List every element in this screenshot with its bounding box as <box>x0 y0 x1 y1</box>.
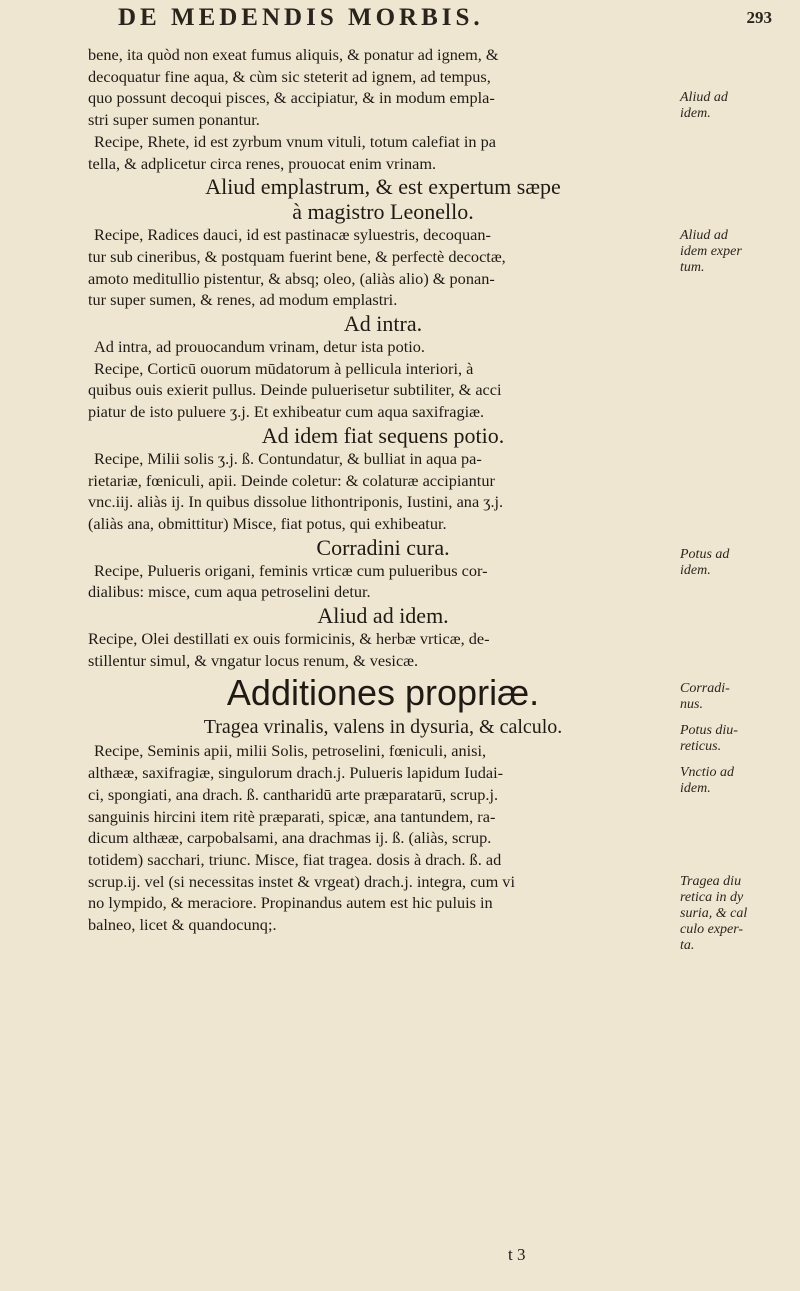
margin-note-line: culo exper- <box>680 922 744 937</box>
section-heading: Corradini cura. <box>316 534 450 560</box>
margin-note-line: idem. <box>680 563 711 578</box>
text-line: quo possunt decoqui pisces, & accipiatur, & in modum empla- <box>88 88 495 108</box>
text-line: scrup.ij. vel (si necessitas instet & vrgeat) drach.j. integra, cum vi <box>88 871 515 891</box>
text-line: sanguinis hircini item ritè præparati, spicæ, ana tantundem, ra- <box>88 806 496 826</box>
text-line: Recipe, Radices dauci, id est pastinacæ syluestris, decoquan- <box>94 225 491 245</box>
margin-note <box>680 90 795 122</box>
text-line: Recipe, Rhete, id est zyrbum vnum vituli, totum calefiat in pa <box>94 131 496 151</box>
text-line: Recipe, Corticū ouorum mūdatorum à pellicula interiori, à <box>94 358 474 378</box>
main-text-block <box>88 44 678 936</box>
margin-note <box>680 547 795 579</box>
margin-note-line: Aliud ad <box>680 90 728 105</box>
text-line: rietariæ, fœniculi, apii. Deinde coletur: & colaturæ accipiantur <box>88 470 495 490</box>
margin-note-line: Tragea diu <box>680 874 742 889</box>
margin-note-line: Potus ad <box>680 547 730 562</box>
text-line: vnc.iij. aliàs ij. In quibus dissolue lithontriponis, Iustini, ana ʒ.j. <box>88 492 504 512</box>
margin-note <box>680 681 795 713</box>
text-line: quibus ouis exierit pullus. Deinde puluerisetur subtiliter, & acci <box>88 380 502 400</box>
text-line: Recipe, Olei destillati ex ouis formicinis, & herbæ vrticæ, de- <box>88 629 490 649</box>
section-heading: Ad intra. <box>343 311 423 337</box>
text-line: (aliàs ana, obmittitur) Misce, fiat potus, qui exhibeatur. <box>88 513 447 533</box>
text-line: amoto meditullio pistentur, & absq; oleo, (aliàs alio) & ponan- <box>88 268 495 288</box>
text-line: althææ, saxifragiæ, singulorum drach.j. Pulueris lapidum Iudai- <box>88 763 504 783</box>
margin-note-line: Vnctio ad <box>680 765 735 780</box>
text-line: Recipe, Milii solis ʒ.j. ß. Contundatur, & bulliat in aqua pa- <box>94 448 482 468</box>
margin-note <box>680 765 795 797</box>
margin-note <box>680 228 795 276</box>
margin-note-line: ta. <box>680 938 695 953</box>
margin-note-line: idem. <box>680 781 711 796</box>
running-head: DE MEDENDIS MORBIS. <box>118 4 484 31</box>
margin-note-line: reticus. <box>680 739 722 754</box>
text-line: decoquatur fine aqua, & cùm sic steterit ad ignem, ad tempus, <box>88 66 491 86</box>
margin-note-line: idem exper <box>680 244 742 259</box>
text-line: no lympido, & meraciore. Propinandus autem est hic puluis in <box>88 893 493 913</box>
text-line: balneo, licet & quandocunq;. <box>88 915 277 935</box>
margin-note-line: nus. <box>680 697 703 712</box>
section-heading-small: Tragea vrinalis, valens in dysuria, & calculo. <box>203 716 563 739</box>
margin-note-line: suria, & cal <box>680 906 748 921</box>
page-number: 293 <box>746 8 772 27</box>
section-heading: Ad idem fiat sequens potio. <box>261 422 505 448</box>
text-line: dialibus: misce, cum aqua petroselini detur. <box>88 582 371 602</box>
margin-note-line: tum. <box>680 260 705 275</box>
text-line: piatur de isto puluere ʒ.j. Et exhibeatur cum aqua saxifragiæ. <box>88 402 485 422</box>
text-line: ci, spongiati, ana drach. ß. cantharidū arte præparatarū, scrup.j. <box>88 784 499 804</box>
margin-note <box>680 723 795 755</box>
text-line: Recipe, Pulueris origani, feminis vrticæ cum pulueribus cor- <box>94 560 488 580</box>
section-heading-large: Additiones propriæ. <box>226 672 540 714</box>
margin-note-line: Corradi- <box>680 681 730 696</box>
text-line: tur super sumen, & renes, ad modum emplastri. <box>88 290 398 310</box>
margin-note <box>680 874 795 954</box>
margin-note-line: Potus diu- <box>680 723 738 738</box>
margin-note-line: idem. <box>680 106 711 121</box>
text-line: stillentur simul, & vngatur locus renum, & vesicæ. <box>88 650 419 670</box>
text-line: stri super sumen ponantur. <box>88 110 260 130</box>
section-heading: Aliud emplastrum, & est expertum sæpe <box>205 174 561 200</box>
text-line: dicum althææ, carpobalsami, ana drachmas ij. ß. (aliàs, scrup. <box>88 828 492 848</box>
text-line: tella, & adplicetur circa renes, prouocat enim vrinam. <box>88 153 437 173</box>
text-line: Recipe, Seminis apii, milii Solis, petroselini, fœniculi, anisi, <box>94 741 487 761</box>
margin-note-line: retica in dy <box>680 890 744 905</box>
margin-note-line: Aliud ad <box>680 228 728 243</box>
section-heading: Aliud ad idem. <box>317 603 449 629</box>
text-line: Ad intra, ad prouocandum vrinam, detur ista potio. <box>94 337 425 357</box>
text-line: tur sub cineribus, & postquam fuerint bene, & perfectè decoctæ, <box>88 246 506 266</box>
signature-mark: t 3 <box>508 1245 526 1264</box>
text-line: totidem) sacchari, triunc. Misce, fiat tragea. dosis à drach. ß. ad <box>88 849 502 869</box>
text-line: bene, ita quòd non exeat fumus aliquis, & ponatur ad ignem, & <box>88 45 499 64</box>
section-heading: à magistro Leonello. <box>292 199 474 225</box>
